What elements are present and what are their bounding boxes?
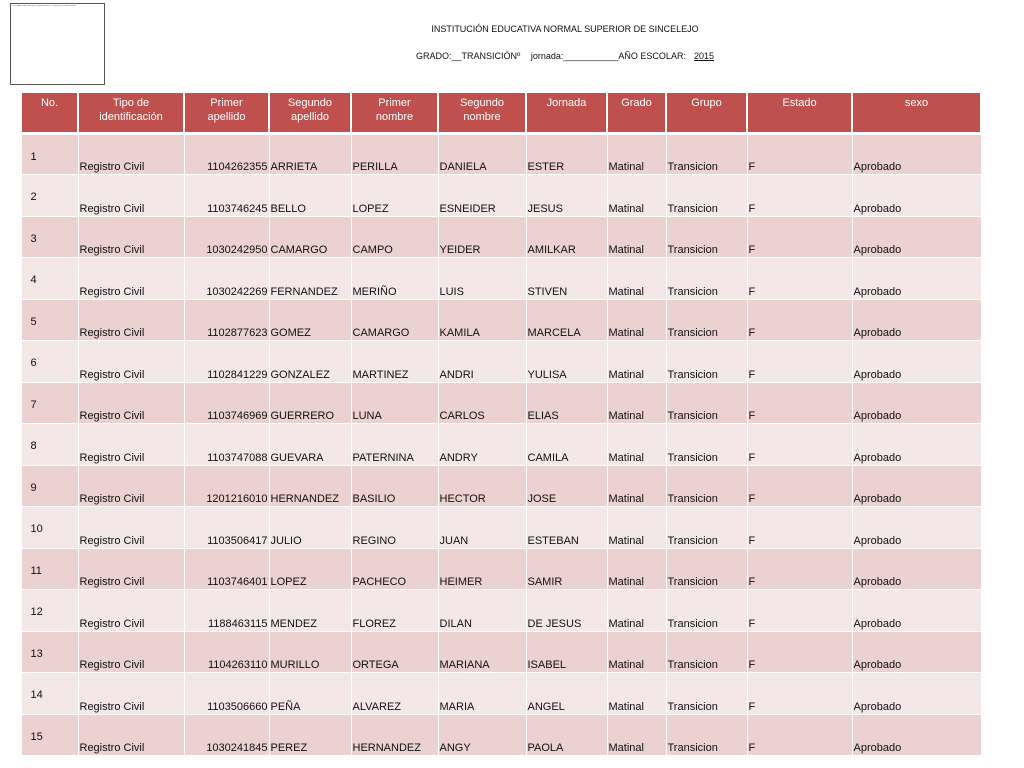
column-header-grupo bbox=[666, 93, 747, 133]
cell-tipo-identificacion: Registro Civil bbox=[78, 424, 184, 466]
cell-tipo-identificacion: Registro Civil bbox=[78, 133, 184, 175]
cell-grupo: Transicion bbox=[666, 631, 747, 673]
cell-grado: Matinal bbox=[607, 175, 666, 217]
cell-estado: F bbox=[747, 133, 852, 175]
cell-estado: F bbox=[747, 299, 852, 341]
cell-segundo-nombre: ANDRI bbox=[438, 341, 526, 383]
cell-no: 8 bbox=[21, 424, 78, 466]
school-year: 2015 bbox=[693, 50, 714, 61]
cell-sexo: Aprobado bbox=[852, 548, 981, 590]
cell-grado: Matinal bbox=[607, 216, 666, 258]
cell-primer-nombre: PERILLA bbox=[351, 133, 438, 175]
cell-segundo-apellido: MURILLO bbox=[269, 631, 351, 673]
cell-estado: F bbox=[747, 548, 852, 590]
cell-estado: F bbox=[747, 216, 852, 258]
cell-sexo: Aprobado bbox=[852, 507, 981, 549]
cell-jornada: CAMILA bbox=[526, 424, 607, 466]
table-row bbox=[21, 673, 981, 715]
cell-segundo-apellido: FERNANDEZ bbox=[269, 258, 351, 300]
cell-primer-apellido: 1201216010 bbox=[184, 465, 269, 507]
table-row bbox=[21, 465, 981, 507]
cell-grado: Matinal bbox=[607, 590, 666, 632]
table-row bbox=[21, 299, 981, 341]
cell-no: 2 bbox=[21, 175, 78, 217]
cell-primer-nombre: ORTEGA bbox=[351, 631, 438, 673]
cell-segundo-apellido: BELLO bbox=[269, 175, 351, 217]
cell-tipo-identificacion: Registro Civil bbox=[78, 341, 184, 383]
cell-jornada: AMILKAR bbox=[526, 216, 607, 258]
column-header-line: Grado bbox=[621, 97, 652, 109]
column-header-line: Grupo bbox=[691, 97, 722, 109]
cell-jornada: ISABEL bbox=[526, 631, 607, 673]
cell-jornada: SAMIR bbox=[526, 548, 607, 590]
cell-grado: Matinal bbox=[607, 382, 666, 424]
cell-primer-apellido: 1103746401 bbox=[184, 548, 269, 590]
cell-segundo-nombre: LUIS bbox=[438, 258, 526, 300]
cell-estado: F bbox=[747, 631, 852, 673]
jornada-label: jornada:___________AÑO ESCOLAR: bbox=[530, 50, 686, 61]
cell-no: 15 bbox=[21, 714, 78, 756]
cell-estado: F bbox=[747, 382, 852, 424]
document-header bbox=[300, 24, 830, 62]
cell-primer-nombre: CAMPO bbox=[351, 216, 438, 258]
column-header-line: nombre bbox=[463, 111, 501, 123]
cell-primer-apellido: 1103746245 bbox=[184, 175, 269, 217]
cell-primer-apellido: 1104263110 bbox=[184, 631, 269, 673]
cell-tipo-identificacion: Registro Civil bbox=[78, 216, 184, 258]
cell-grado: Matinal bbox=[607, 341, 666, 383]
cell-estado: F bbox=[747, 714, 852, 756]
cell-tipo-identificacion: Registro Civil bbox=[78, 673, 184, 715]
cell-no: 13 bbox=[21, 631, 78, 673]
cell-primer-apellido: 1030241845 bbox=[184, 714, 269, 756]
cell-sexo: Aprobado bbox=[852, 590, 981, 632]
cell-segundo-apellido: LOPEZ bbox=[269, 548, 351, 590]
cell-jornada: ELIAS bbox=[526, 382, 607, 424]
cell-sexo: Aprobado bbox=[852, 714, 981, 756]
cell-estado: F bbox=[747, 424, 852, 466]
cell-no: 1 bbox=[21, 133, 78, 175]
cell-no: 4 bbox=[21, 258, 78, 300]
cell-primer-apellido: 1103746969 bbox=[184, 382, 269, 424]
cell-segundo-apellido: GOMEZ bbox=[269, 299, 351, 341]
cell-grado: Matinal bbox=[607, 507, 666, 549]
cell-grupo: Transicion bbox=[666, 673, 747, 715]
cell-sexo: Aprobado bbox=[852, 133, 981, 175]
cell-segundo-nombre: ESNEIDER bbox=[438, 175, 526, 217]
cell-tipo-identificacion: Registro Civil bbox=[78, 590, 184, 632]
cell-grupo: Transicion bbox=[666, 507, 747, 549]
cell-grupo: Transicion bbox=[666, 714, 747, 756]
column-header-line: nombre bbox=[375, 111, 414, 123]
cell-primer-nombre: HERNANDEZ bbox=[351, 714, 438, 756]
cell-grupo: Transicion bbox=[666, 548, 747, 590]
table-row bbox=[21, 507, 981, 549]
table-row bbox=[21, 341, 981, 383]
table-row bbox=[21, 216, 981, 258]
cell-sexo: Aprobado bbox=[852, 382, 981, 424]
cell-segundo-apellido: PEREZ bbox=[269, 714, 351, 756]
cell-segundo-nombre: HEIMER bbox=[438, 548, 526, 590]
cell-estado: F bbox=[747, 465, 852, 507]
cell-segundo-nombre: YEIDER bbox=[438, 216, 526, 258]
table-row bbox=[21, 382, 981, 424]
cell-primer-nombre: LUNA bbox=[351, 382, 438, 424]
column-header-line: apellido bbox=[207, 111, 246, 123]
cell-primer-nombre: MERIÑO bbox=[351, 258, 438, 300]
cell-jornada: ESTEBAN bbox=[526, 507, 607, 549]
cell-segundo-nombre: DILAN bbox=[438, 590, 526, 632]
cell-no: 11 bbox=[21, 548, 78, 590]
cell-segundo-nombre: DANIELA bbox=[438, 133, 526, 175]
cell-grupo: Transicion bbox=[666, 590, 747, 632]
column-header-line: No. bbox=[40, 97, 59, 109]
column-header-primer-nombre bbox=[351, 93, 438, 133]
column-header-segundo-nombre bbox=[438, 93, 526, 133]
cell-primer-nombre: PACHECO bbox=[351, 548, 438, 590]
table-row bbox=[21, 133, 981, 175]
cell-primer-apellido: 1103506417 bbox=[184, 507, 269, 549]
cell-estado: F bbox=[747, 507, 852, 549]
cell-jornada: DE JESUS bbox=[526, 590, 607, 632]
cell-segundo-nombre: JUAN bbox=[438, 507, 526, 549]
cell-grado: Matinal bbox=[607, 133, 666, 175]
column-header-segundo-apellido bbox=[269, 93, 351, 133]
cell-no: 14 bbox=[21, 673, 78, 715]
cell-primer-apellido: 1103747088 bbox=[184, 424, 269, 466]
column-header-line: Primer bbox=[210, 97, 243, 109]
cell-grado: Matinal bbox=[607, 424, 666, 466]
cell-grupo: Transicion bbox=[666, 133, 747, 175]
cell-jornada: MARCELA bbox=[526, 299, 607, 341]
cell-grado: Matinal bbox=[607, 548, 666, 590]
grade-label: GRADO:__TRANSICIÓNº bbox=[416, 50, 521, 61]
cell-jornada: ANGEL bbox=[526, 673, 607, 715]
table-body bbox=[21, 133, 981, 756]
cell-grado: Matinal bbox=[607, 465, 666, 507]
cell-tipo-identificacion: Registro Civil bbox=[78, 631, 184, 673]
cell-no: 10 bbox=[21, 507, 78, 549]
cell-primer-apellido: 1102841229 bbox=[184, 341, 269, 383]
cell-segundo-nombre: HECTOR bbox=[438, 465, 526, 507]
cell-primer-apellido: 1188463115 bbox=[184, 590, 269, 632]
cell-grupo: Transicion bbox=[666, 299, 747, 341]
column-header-line: identificación bbox=[99, 111, 163, 123]
cell-segundo-apellido: CAMARGO bbox=[269, 216, 351, 258]
cell-grado: Matinal bbox=[607, 258, 666, 300]
cell-grupo: Transicion bbox=[666, 341, 747, 383]
cell-grupo: Transicion bbox=[666, 258, 747, 300]
cell-segundo-nombre: ANDRY bbox=[438, 424, 526, 466]
column-header-estado bbox=[747, 93, 852, 133]
column-header-line: Segundo bbox=[459, 97, 505, 109]
cell-primer-nombre: ALVAREZ bbox=[351, 673, 438, 715]
column-header-line: sexo bbox=[904, 97, 929, 109]
column-header-line: Estado bbox=[782, 97, 817, 109]
grade-line bbox=[300, 51, 830, 62]
cell-sexo: Aprobado bbox=[852, 631, 981, 673]
cell-sexo: Aprobado bbox=[852, 299, 981, 341]
cell-estado: F bbox=[747, 673, 852, 715]
table-row bbox=[21, 424, 981, 466]
logo-caption: La imagen vinculada no se puede mostrar. Puede que se haya movido bbox=[13, 5, 76, 7]
cell-primer-apellido: 1104262355 bbox=[184, 133, 269, 175]
cell-segundo-apellido: JULIO bbox=[269, 507, 351, 549]
cell-grado: Matinal bbox=[607, 631, 666, 673]
cell-segundo-nombre: KAMILA bbox=[438, 299, 526, 341]
column-header-line: apellido bbox=[291, 111, 329, 123]
cell-jornada: ESTER bbox=[526, 133, 607, 175]
cell-no: 12 bbox=[21, 590, 78, 632]
cell-grado: Matinal bbox=[607, 299, 666, 341]
cell-segundo-nombre: MARIANA bbox=[438, 631, 526, 673]
table-row bbox=[21, 631, 981, 673]
cell-segundo-apellido: GUEVARA bbox=[269, 424, 351, 466]
cell-segundo-nombre: ANGY bbox=[438, 714, 526, 756]
cell-no: 3 bbox=[21, 216, 78, 258]
cell-sexo: Aprobado bbox=[852, 424, 981, 466]
student-roster-table bbox=[20, 93, 982, 756]
cell-primer-apellido: 1102877623 bbox=[184, 299, 269, 341]
cell-sexo: Aprobado bbox=[852, 258, 981, 300]
cell-segundo-nombre: MARIA bbox=[438, 673, 526, 715]
cell-estado: F bbox=[747, 590, 852, 632]
cell-estado: F bbox=[747, 258, 852, 300]
cell-segundo-apellido: PEÑA bbox=[269, 673, 351, 715]
cell-sexo: Aprobado bbox=[852, 175, 981, 217]
cell-primer-nombre: BASILIO bbox=[351, 465, 438, 507]
cell-segundo-apellido: HERNANDEZ bbox=[269, 465, 351, 507]
cell-tipo-identificacion: Registro Civil bbox=[78, 382, 184, 424]
cell-grupo: Transicion bbox=[666, 465, 747, 507]
cell-jornada: PAOLA bbox=[526, 714, 607, 756]
cell-grado: Matinal bbox=[607, 673, 666, 715]
cell-sexo: Aprobado bbox=[852, 673, 981, 715]
column-header-line: Segundo bbox=[287, 97, 333, 109]
column-header-grado bbox=[607, 93, 666, 133]
column-header-primer-apellido bbox=[184, 93, 269, 133]
column-header-sexo bbox=[852, 93, 981, 133]
cell-tipo-identificacion: Registro Civil bbox=[78, 175, 184, 217]
cell-tipo-identificacion: Registro Civil bbox=[78, 507, 184, 549]
column-header-line: Tipo de bbox=[112, 97, 150, 109]
cell-segundo-nombre: CARLOS bbox=[438, 382, 526, 424]
column-header-no bbox=[21, 93, 78, 133]
column-header-line: Jornada bbox=[546, 97, 587, 109]
cell-segundo-apellido: ARRIETA bbox=[269, 133, 351, 175]
cell-primer-apellido: 1103506660 bbox=[184, 673, 269, 715]
table-row bbox=[21, 590, 981, 632]
cell-jornada: JOSE bbox=[526, 465, 607, 507]
institution-title: INSTITUCIÓN EDUCATIVA NORMAL SUPERIOR DE SINCELEJO bbox=[431, 24, 699, 34]
table-row bbox=[21, 714, 981, 756]
table-row bbox=[21, 175, 981, 217]
cell-segundo-apellido: GONZALEZ bbox=[269, 341, 351, 383]
cell-grupo: Transicion bbox=[666, 175, 747, 217]
cell-grupo: Transicion bbox=[666, 216, 747, 258]
table-header-row bbox=[21, 93, 981, 133]
cell-sexo: Aprobado bbox=[852, 465, 981, 507]
cell-sexo: Aprobado bbox=[852, 341, 981, 383]
cell-grupo: Transicion bbox=[666, 424, 747, 466]
cell-primer-nombre: PATERNINA bbox=[351, 424, 438, 466]
cell-grupo: Transicion bbox=[666, 382, 747, 424]
table-row bbox=[21, 258, 981, 300]
cell-jornada: STIVEN bbox=[526, 258, 607, 300]
cell-primer-nombre: REGINO bbox=[351, 507, 438, 549]
cell-primer-nombre: MARTINEZ bbox=[351, 341, 438, 383]
cell-no: 9 bbox=[21, 465, 78, 507]
column-header-jornada bbox=[526, 93, 607, 133]
cell-no: 5 bbox=[21, 299, 78, 341]
cell-tipo-identificacion: Registro Civil bbox=[78, 258, 184, 300]
cell-no: 6 bbox=[21, 341, 78, 383]
cell-segundo-apellido: GUERRERO bbox=[269, 382, 351, 424]
cell-tipo-identificacion: Registro Civil bbox=[78, 299, 184, 341]
cell-tipo-identificacion: Registro Civil bbox=[78, 548, 184, 590]
cell-tipo-identificacion: Registro Civil bbox=[78, 714, 184, 756]
column-header-tipo-identificacion bbox=[78, 93, 184, 133]
logo-placeholder bbox=[10, 3, 105, 85]
cell-segundo-apellido: MENDEZ bbox=[269, 590, 351, 632]
table-row bbox=[21, 548, 981, 590]
column-header-line: Primer bbox=[378, 97, 411, 109]
cell-primer-apellido: 1030242950 bbox=[184, 216, 269, 258]
cell-jornada: YULISA bbox=[526, 341, 607, 383]
cell-primer-nombre: LOPEZ bbox=[351, 175, 438, 217]
cell-estado: F bbox=[747, 341, 852, 383]
cell-grado: Matinal bbox=[607, 714, 666, 756]
cell-primer-nombre: CAMARGO bbox=[351, 299, 438, 341]
cell-no: 7 bbox=[21, 382, 78, 424]
cell-primer-nombre: FLOREZ bbox=[351, 590, 438, 632]
cell-primer-apellido: 1030242269 bbox=[184, 258, 269, 300]
cell-sexo: Aprobado bbox=[852, 216, 981, 258]
cell-estado: F bbox=[747, 175, 852, 217]
cell-tipo-identificacion: Registro Civil bbox=[78, 465, 184, 507]
cell-jornada: JESUS bbox=[526, 175, 607, 217]
